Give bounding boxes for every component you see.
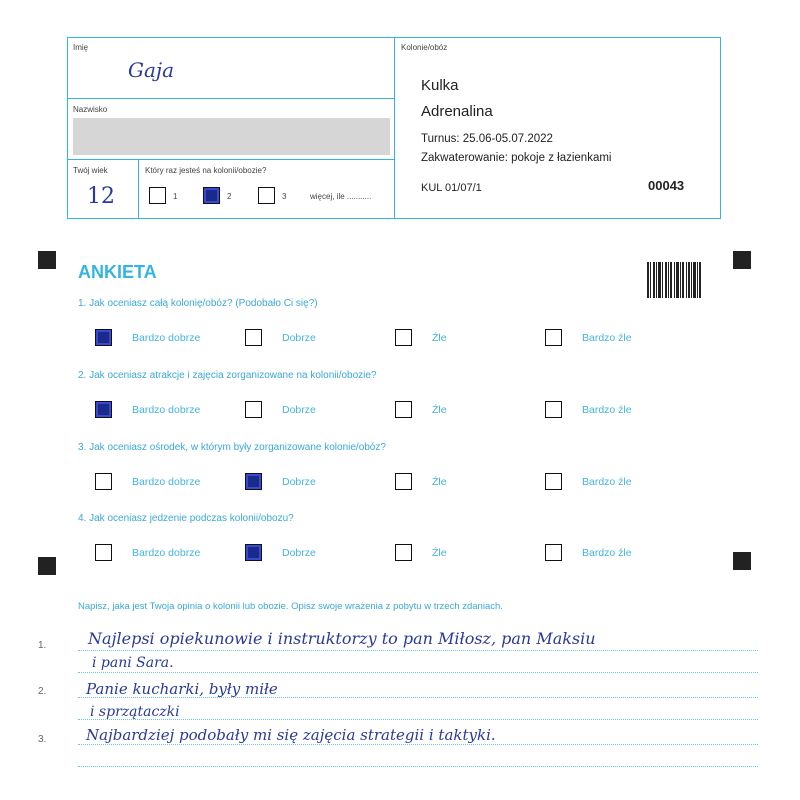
wiecej-label: więcej, ile ........... [310,192,372,201]
question-2-option-label: Dobrze [282,404,316,416]
question-2-option-label: Bardzo źle [582,404,632,416]
question-2-option-label: Bardzo dobrze [132,404,201,416]
wiek-value[interactable]: 12 [87,184,115,209]
wiek-label: Twój wiek [73,166,108,175]
kolonia-label: Kolonie/obóz [401,43,448,52]
opinion-prompt: Napisz, jaka jest Twoja opinia o kolonii lub obozie. Opisz swoje wrażenia z pobytu w trzech zdaniach. [78,601,503,612]
numer: 00043 [648,178,685,193]
turnus: Turnus: 25.06-05.07.2022 [421,133,553,145]
opinion-text-line[interactable]: i pani Sara. [92,655,174,671]
zakwaterowanie: Zakwaterowanie: pokoje z łazienkami [421,152,612,164]
question-4-option-label: Dobrze [282,547,316,559]
ktory-raz-option-2: 2 [227,192,232,201]
survey-title: ANKIETA [78,262,157,282]
opinion-text-line[interactable]: Najlepsi opiekunowie i instruktorzy to pan Miłosz, pan Maksiu [88,629,596,648]
registration-marker [733,251,751,269]
kolonia-line1: Kulka [421,77,459,94]
nazwisko-label: Nazwisko [73,105,108,114]
age-divider [138,159,139,219]
question-3-option-label: Bardzo dobrze [132,476,201,488]
writing-line [78,650,758,651]
kolonia-line2: Adrenalina [421,103,493,120]
line-number: 1. [38,640,47,651]
line-number: 2. [38,686,47,697]
question-1-text: 1. Jak oceniasz całą kolonię/obóz? (Podobało Ci się?) [78,298,318,309]
opinion-text-line[interactable]: i sprzątaczki [90,704,180,720]
barcode [647,262,701,298]
question-4-checkbox[interactable] [395,544,412,561]
imie-value[interactable]: Gaja [128,58,175,82]
question-1-option-label: Dobrze [282,332,316,344]
writing-line [78,719,758,720]
question-4-option-label: Bardzo źle [582,547,632,559]
question-4-option-label: Bardzo dobrze [132,547,201,559]
question-3-option-label: Źle [432,476,447,488]
question-4-checkbox[interactable] [95,544,112,561]
question-2-checkbox[interactable] [245,401,262,418]
ktory-raz-option-3: 3 [282,192,287,201]
registration-marker [38,557,56,575]
kod: KUL 01/07/1 [421,182,482,194]
question-3-checkbox[interactable] [545,473,562,490]
registration-marker [38,251,56,269]
imie-label: Imię [73,43,89,52]
row-divider-2 [67,159,394,160]
ktory-raz-option-1: 1 [173,192,178,201]
question-4-text: 4. Jak oceniasz jedzenie podczas kolonii/obozu? [78,513,294,524]
row-divider-1 [67,98,394,99]
question-2-checkbox[interactable] [545,401,562,418]
question-2-checkbox[interactable] [95,401,112,418]
question-3-checkbox[interactable] [95,473,112,490]
question-1-option-label: Bardzo źle [582,332,632,344]
writing-line [78,744,758,745]
question-1-checkbox[interactable] [245,329,262,346]
question-2-checkbox[interactable] [395,401,412,418]
question-4-checkbox[interactable] [545,544,562,561]
line-number: 3. [38,734,47,745]
question-1-checkbox[interactable] [545,329,562,346]
question-1-option-label: Bardzo dobrze [132,332,201,344]
nazwisko-redacted [73,118,390,155]
question-3-option-label: Dobrze [282,476,316,488]
ktory-raz-checkbox-1[interactable] [149,187,166,204]
question-3-text: 3. Jak oceniasz ośrodek, w którym były zorganizowane kolonie/obóz? [78,442,386,453]
question-3-checkbox[interactable] [395,473,412,490]
question-1-checkbox[interactable] [395,329,412,346]
ktory-raz-checkbox-3[interactable] [258,187,275,204]
writing-line [78,672,758,673]
question-1-option-label: Źle [432,332,447,344]
question-4-checkbox[interactable] [245,544,262,561]
question-2-text: 2. Jak oceniasz atrakcje i zajęcia zorganizowane na kolonii/obozie? [78,370,377,381]
opinion-text-line[interactable]: Panie kucharki, były miłe [86,680,278,698]
opinion-text-line[interactable]: Najbardziej podobały mi się zajęcia strategii i taktyki. [86,726,496,744]
registration-marker [733,552,751,570]
header-divider [394,37,395,219]
writing-line [78,766,758,767]
ktory-raz-checkbox-2[interactable] [203,187,220,204]
question-3-option-label: Bardzo źle [582,476,632,488]
question-4-option-label: Źle [432,547,447,559]
question-2-option-label: Źle [432,404,447,416]
ktory-raz-label: Który raz jesteś na kolonii/obozie? [145,166,267,175]
question-3-checkbox[interactable] [245,473,262,490]
question-1-checkbox[interactable] [95,329,112,346]
